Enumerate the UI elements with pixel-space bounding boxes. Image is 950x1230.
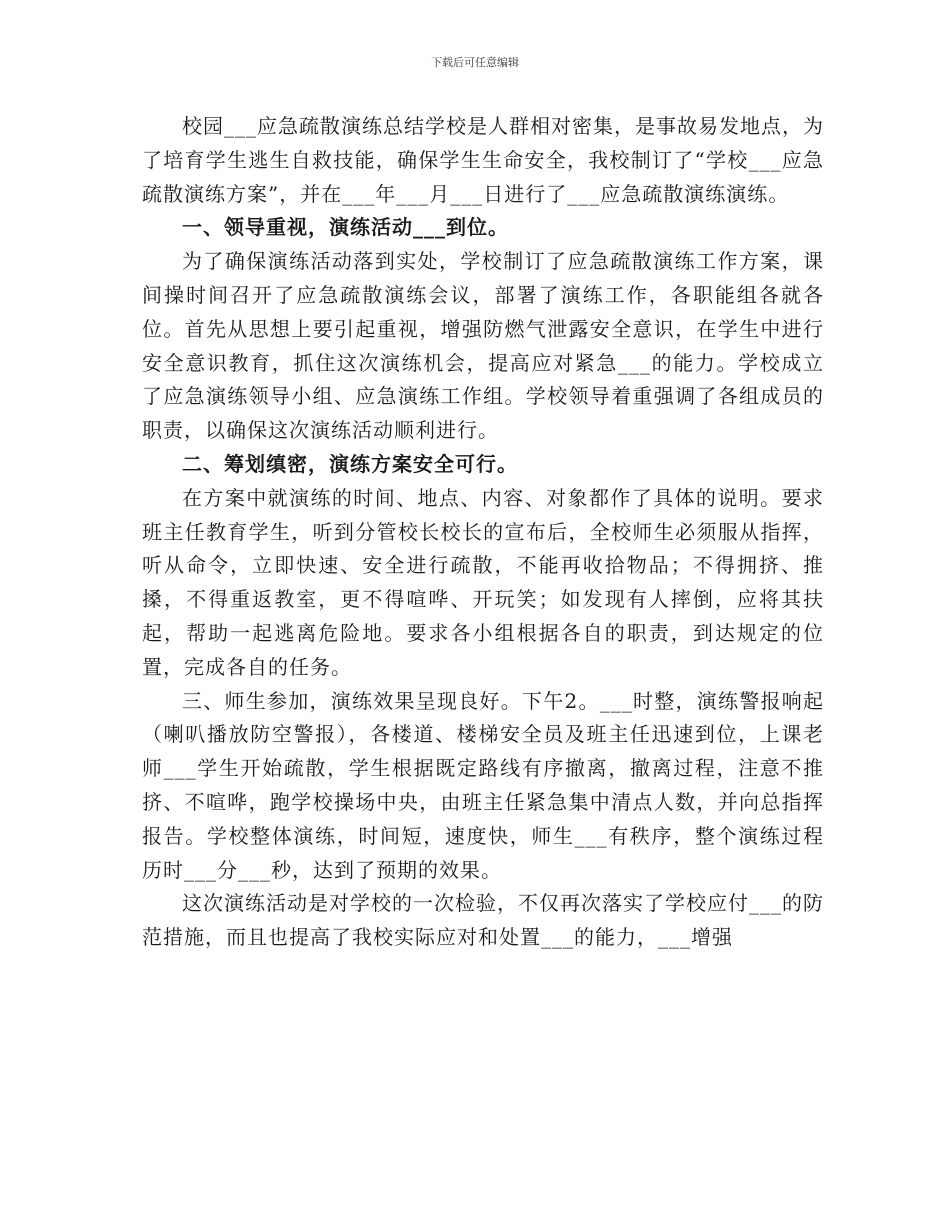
section-3-paragraph: 三、师生参加，演练效果呈现良好。下午2。___时整，演练警报响起（喇叭播放防空警报），各楼道、楼梯安全员及班主任迅速到位，上课老师___学生开始疏散，学生根据既定路线有序撤离，撤离过程，注意不推挤、不喧哗，跑学校操场中央，由班主任紧急集中清点人数，并向总指挥报告。学校整体演练，时间短，速度快，师生___有秩序，整个演练过程历时___分___秒，达到了预期的效果。	[142, 688, 824, 882]
conclusion-paragraph: 这次演练活动是对学校的一次检验，不仅再次落实了学校应付___的防范措施，而且也提高了我校实际应对和处置___的能力，___增强	[142, 891, 824, 950]
page-header-note: 下载后可任意编辑	[431, 56, 519, 69]
document-body	[142, 110, 824, 955]
intro-paragraph: 校园___应急疏散演练总结学校是人群相对密集，是事故易发地点，为了培育学生逃生自救技能，确保学生生命安全，我校制订了“学校___应急疏散演练方案”，并在___年___月___日进行了___应急疏散演练演练。	[142, 114, 824, 206]
section-heading-2: 二、筹划缜密，演练方案安全可行。	[182, 451, 518, 476]
section-1-paragraph: 为了确保演练活动落到实处，学校制订了应急疏散演练工作方案，课间操时间召开了应急疏散演练会议，部署了演练工作，各职能组各就各位。首先从思想上要引起重视，增强防燃气泄露安全意识，在学生中进行安全意识教育，抓住这次演练机会，提高应对紧急___的能力。学校成立了应急演练领导小组、应急演练工作组。学校领导着重强调了各组成员的职责，以确保这次演练活动顺利进行。	[142, 249, 824, 443]
section-heading-1: 一、领导重视，演练活动___到位。	[182, 215, 509, 240]
section-2-paragraph: 在方案中就演练的时间、地点、内容、对象都作了具体的说明。要求班主任教育学生，听到分管校长校长的宣布后，全校师生必须服从指挥，听从命令，立即快速、安全进行疏散，不能再收拾物品；不得拥挤、推搡，不得重返教室，更不得喧哗、开玩笑；如发现有人摔倒，应将其扶起，帮助一起逃离危险地。要求各小组根据各自的职责，到达规定的位置，完成各自的任务。	[142, 485, 824, 679]
